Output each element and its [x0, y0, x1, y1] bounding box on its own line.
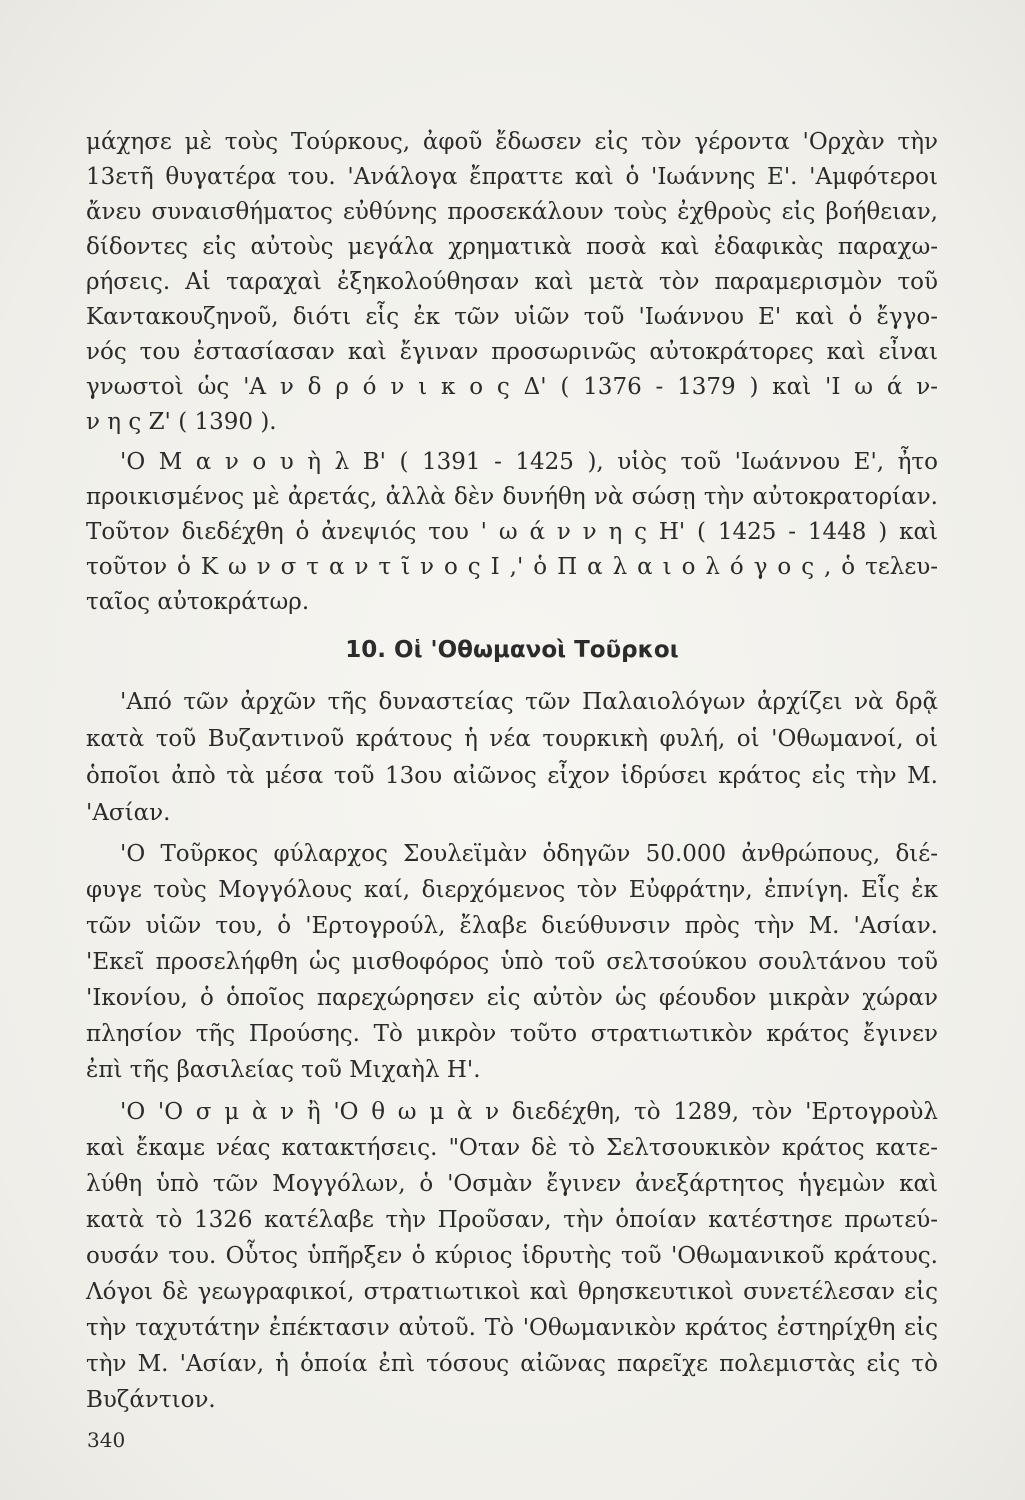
text-line: ἐπὶ τῆς βασιλείας τοῦ Μιχαὴλ Η'. — [86, 1057, 481, 1083]
text-line: 'Ο 'Ο σ μ ὰ ν ἢ 'Ο θ ω μ ὰ ν διεδέχθη, τὸ 1289, τὸν 'Ερτογροὺλ — [120, 1099, 938, 1125]
text-line: ρήσεις. Αἱ ταραχαὶ ἐξηκολούθησαν καὶ μετὰ τὸν παραμερισμὸν τοῦ — [86, 269, 938, 295]
text-line: καὶ ἔκαμε νέας κατακτήσεις. "Οταν δὲ τὸ Σελτσουκικὸν κράτος κατε- — [86, 1135, 938, 1161]
text-line: κατὰ τοῦ Βυζαντινοῦ κράτους ἡ νέα τουρκικὴ φυλή, οἱ 'Οθωμανοί, οἱ — [86, 726, 938, 752]
text-line: δίδοντες εἰς αὐτοὺς μεγάλα χρηματικὰ ποσὰ καὶ ἐδαφικὰς παραχω- — [86, 234, 938, 260]
text-line: 'Από τῶν ἀρχῶν τῆς δυναστείας τῶν Παλαιολόγων ἀρχίζει νὰ δρᾷ — [120, 689, 938, 715]
text-line: λύθη ὑπὸ τῶν Μογγόλων, ὁ 'Οσμὰν ἔγινεν ἀνεξάρτητος ἡγεμὼν καὶ — [86, 1171, 938, 1197]
text-line: προικισμένος μὲ ἀρετάς, ἀλλὰ δὲν δυνήθη νὰ σώσῃ τὴν αὐτοκρατορίαν. — [86, 484, 938, 510]
text-line: Λόγοι δὲ γεωγραφικοί, στρατιωτικοὶ καὶ θρησκευτικοὶ συνετέλεσαν εἰς — [86, 1279, 938, 1305]
text-line: ὁποῖοι ἀπὸ τὰ μέσα τοῦ 13ου αἰῶνος εἶχον ἱδρύσει κράτος εἰς τὴν Μ. — [86, 763, 938, 789]
text-line: μάχησε μὲ τοὺς Τούρκους, ἀφοῦ ἔδωσεν εἰς τὸν γέροντα 'Ορχὰν τὴν — [86, 129, 938, 155]
text-line: Τοῦτον διεδέχθη ὁ ἀνεψιός του ' ω ά ν ν η ς Η' ( 1425 - 1448 ) καὶ — [86, 519, 938, 545]
text-line: γνωστοὶ ὡς 'Α ν δ ρ ό ν ι κ ο ς Δ' ( 1376 - 1379 ) καὶ 'Ι ω ά ν- — [86, 374, 938, 400]
text-line: νός του ἐστασίασαν καὶ ἔγιναν προσωρινῶς αὐτοκράτορες καὶ εἶναι — [86, 339, 938, 365]
text-line: 'Ο Μ α ν ο υ ὴ λ Β' ( 1391 - 1425 ), υἱὸς τοῦ 'Ιωάννου Ε', ἦτο — [120, 449, 938, 475]
text-line: ν η ς Ζ' ( 1390 ). — [86, 409, 277, 435]
text-line: τὴν ταχυτάτην ἐπέκτασιν αὐτοῦ. Τὸ 'Οθωμανικὸν κράτος ἐστηρίχθη εἰς — [86, 1315, 938, 1341]
text-line: Βυζάντιον. — [86, 1387, 216, 1413]
text-line: ουσάν του. Οὗτος ὑπῆρξεν ὁ κύριος ἱδρυτὴς τοῦ 'Οθωμανικοῦ κράτους. — [86, 1243, 938, 1269]
text-line: ἄνευ συναισθήματος εὐθύνης προσεκάλουν τοὺς ἐχθροὺς εἰς βοήθειαν, — [86, 199, 938, 225]
text-line: 'Εκεῖ προσελήφθη ὡς μισθοφόρος ὑπὸ τοῦ σελτσούκου σουλτάνου τοῦ — [86, 949, 938, 975]
text-line: 'Ο Τοῦρκος φύλαρχος Σουλεϊμὰν ὁδηγῶν 50.000 ἀνθρώπους, διέ- — [120, 841, 938, 867]
text-line: τῶν υἱῶν του, ὁ 'Ερτογρούλ, ἔλαβε διεύθυνσιν πρὸς τὴν Μ. 'Ασίαν. — [86, 913, 938, 939]
text-line: τὴν Μ. 'Ασίαν, ἡ ὁποία ἐπὶ τόσους αἰῶνας παρεῖχε πολεμιστὰς εἰς τὸ — [86, 1351, 938, 1377]
text-line: Καντακουζηνοῦ, διότι εἷς ἐκ τῶν υἱῶν τοῦ 'Ιωάννου Ε' καὶ ὁ ἔγγο- — [86, 304, 938, 330]
text-line: 'Ικονίου, ὁ ὁποῖος παρεχώρησεν εἰς αὐτὸν ὡς φέουδον μικρὰν χώραν — [86, 985, 938, 1011]
text-line: 'Ασίαν. — [86, 800, 171, 826]
text-line: τοῦτον ὁ Κ ω ν σ τ α ν τ ῖ ν ο ς Ι ,' ὁ Π α λ α ι ο λ ό γ ο ς , ὁ τελευ- — [86, 554, 938, 580]
section-heading: 10. Οἱ 'Οθωμανοὶ Τοῦρκοι — [345, 637, 679, 663]
text-line: πλησίον τῆς Προύσης. Τὸ μικρὸν τοῦτο στρατιωτικὸν κράτος ἔγινεν — [86, 1021, 938, 1047]
text-line: 13ετῆ θυγατέρα του. 'Ανάλογα ἔπραττε καὶ ὁ 'Ιωάννης Ε'. 'Αμφότεροι — [86, 164, 938, 190]
page-number: 340 — [87, 1428, 126, 1452]
text-line: κατὰ τὸ 1326 κατέλαβε τὴν Προῦσαν, τὴν ὁποίαν κατέστησε πρωτεύ- — [86, 1207, 938, 1233]
text-line: ταῖος αὐτοκράτωρ. — [86, 589, 310, 615]
text-line: φυγε τοὺς Μογγόλους καί, διερχόμενος τὸν Εὐφράτην, ἐπνίγη. Εἷς ἐκ — [86, 877, 938, 903]
